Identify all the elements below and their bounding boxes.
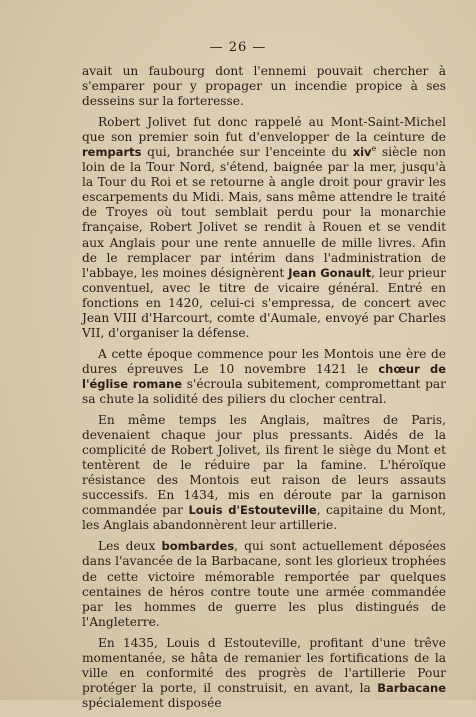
text-run: A cette époque commence pour les Montois une ère de dures épreuves Le 10 novembre 1421 le — [82, 346, 446, 376]
text-run: , leur prieur conventuel, avec le titre de vicaire général. Entré en fonctions en 1420, celui-ci s'empressa, de concert avec Jean VIII d'Harcourt, comte d'Aumale, envoyé par Charles VII, d'organiser la défense. — [82, 265, 446, 340]
century-numeral: xiv — [352, 145, 372, 160]
bold-term: Barbacane — [377, 680, 446, 695]
text-run: En même temps les Anglais, maîtres de Paris, devenaient chaque jour plus pressants. Aidés de la complicité de Robert Jolivet, ils firent le siège du Mont et tentèrent de le réduire par la famine. L'héroïque résistance des Montois eut raison de leurs assauts successifs. En 1434, mis en déroute par la garnison commandée par — [82, 413, 446, 518]
text-run: avait un faubourg dont l'ennemi pouvait chercher à s'emparer pour y propager un incendie propice à ses desseins sur la forteresse. — [82, 64, 446, 109]
bold-term: Jean Gonault — [288, 265, 372, 280]
paragraph — [82, 64, 446, 109]
paragraph — [82, 539, 446, 629]
text-run: Les deux — [98, 539, 162, 554]
text-run: , qui sont actuellement déposées dans l'avancée de la Barbacane, sont les glorieux trophées de cette victoire mémorable remportée par quelques centaines de héros contre toute une armée commandée par les hommes de guerre les plus distingués de l'Angleterre. — [82, 539, 447, 629]
paragraph — [82, 115, 446, 341]
bold-term: Louis d'Estouteville — [188, 503, 317, 518]
page-number: — 26 — — [209, 40, 267, 55]
text-run: s'écroula subitement, compromettant par sa chute la solidité des piliers du clocher central. — [82, 376, 446, 406]
paragraph — [82, 413, 446, 533]
paragraph — [82, 347, 446, 407]
text-run: , capitaine du Mont, les Anglais abandonnèrent leur artillerie. — [82, 503, 446, 533]
text-run: Robert Jolivet fut donc rappelé au Mont-Saint-Michel que son premier soin fut d'envelopper de la ceinture de — [82, 115, 446, 145]
page-text — [82, 64, 446, 717]
text-run: spécialement disposée — [82, 695, 222, 710]
bold-term: chœur de l'église romane — [82, 361, 446, 391]
bold-term: remparts — [82, 145, 142, 160]
text-run: qui, branchée sur l'enceinte du — [141, 145, 353, 160]
superscript: e — [371, 144, 377, 154]
bold-term: bombardes — [161, 539, 235, 554]
text-run: siècle non loin de la Tour Nord, s'étend, baignée par la mer, jusqu'à la Tour du Roi et se retourne à angle droit pour gravir les escarpements du Midi. Mais, sans même attendre le traité de Troyes où tout semblait perdu pour la monarchie française, Robert Jolivet se rendit à Rouen et se vendit aux Anglais pour une rente annuelle de mille livres. Afin de le remplacer par intérim dans l'administration de l'abbaye, les moines désignèrent — [82, 145, 447, 280]
text-run: En 1435, Louis d Estouteville, profitant d'une trêve momentanée, se hâta de remanier les fortifications de la ville en conformité des progrès de l'artillerie Pour protéger la porte, il construisit, en avant, la — [82, 635, 446, 695]
